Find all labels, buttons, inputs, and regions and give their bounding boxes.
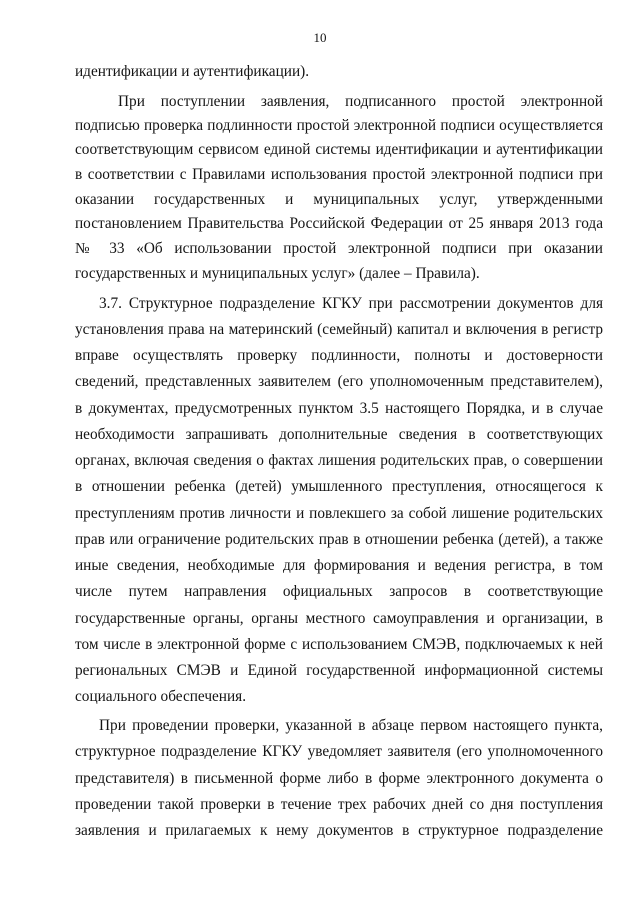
page-number: 10 (313, 30, 327, 45)
text-line: При поступлении заявления, подписанного простой электронной (118, 93, 603, 110)
text-line: проведении такой проверки в течение трех рабочих дней со дня поступления (75, 796, 603, 813)
text-line: прав или ограничение родительских прав в отношении ребенка (детей), а также (75, 531, 603, 548)
text-line: том числе в электронной форме с использованием СМЭВ, подключаемых к ней (75, 636, 603, 653)
text-line: структурное подразделение КГКУ уведомляет заявителя (его уполномоченного (75, 743, 603, 760)
text-line: 3.7. Структурное подразделение КГКУ при рассмотрении документов для (99, 295, 603, 312)
text-line: необходимости запрашивать дополнительные сведения в соответствующих (75, 426, 603, 443)
text-line: в отношении ребенка (детей) умышленного преступления, относящегося к (75, 478, 603, 495)
text-line: постановлением Правительства Российской Федерации от 25 января 2013 года (75, 215, 603, 232)
text-line: идентификации и аутентификации). (75, 63, 310, 80)
text-line: При проведении проверки, указанной в абзаце первом настоящего пункта, (99, 717, 603, 734)
text-line: представителя) в письменной форме либо в форме электронного документа о (75, 770, 603, 787)
text-line: региональных СМЭВ и Единой государственной информационной системы (75, 662, 603, 679)
text-line: преступлениям против личности и повлекшего за собой лишение родительских (75, 505, 603, 522)
text-line: вправе осуществлять проверку подлинности, полноты и достоверности (75, 347, 603, 364)
text-line: соответствующим сервисом единой системы идентификации и аутентификации (75, 141, 603, 158)
text-line: государственных и муниципальных услуг» (далее – Правила). (75, 265, 480, 282)
text-line: числе путем направления официальных запросов в соответствующие (75, 583, 603, 600)
text-line: в соответствии с Правилами использования простой электронной подписи при (75, 166, 603, 183)
text-line: подписью проверка подлинности простой электронной подписи осуществляется (75, 117, 603, 134)
text-line: установления права на материнский (семейный) капитал и включения в регистр (75, 321, 603, 338)
text-line: иные сведения, необходимые для формирования и ведения регистра, в том (75, 557, 603, 574)
text-line: оказании государственных и муниципальных услуг, утвержденными (75, 191, 603, 208)
text-line: государственные органы, органы местного самоуправления и организации, в (75, 610, 603, 627)
text-line: № 33 «Об использовании простой электронной подписи при оказании (75, 240, 603, 257)
text-line: заявления и прилагаемых к нему документов в структурное подразделение (75, 822, 603, 839)
text-line: социального обеспечения. (75, 688, 247, 705)
text-line: сведений, представленных заявителем (его уполномоченным представителем), (75, 373, 603, 390)
text-line: органах, включая сведения о фактах лишения родительских прав, о совершении (75, 452, 603, 469)
text-line: в документах, предусмотренных пунктом 3.5 настоящего Порядка, и в случае (75, 400, 603, 417)
